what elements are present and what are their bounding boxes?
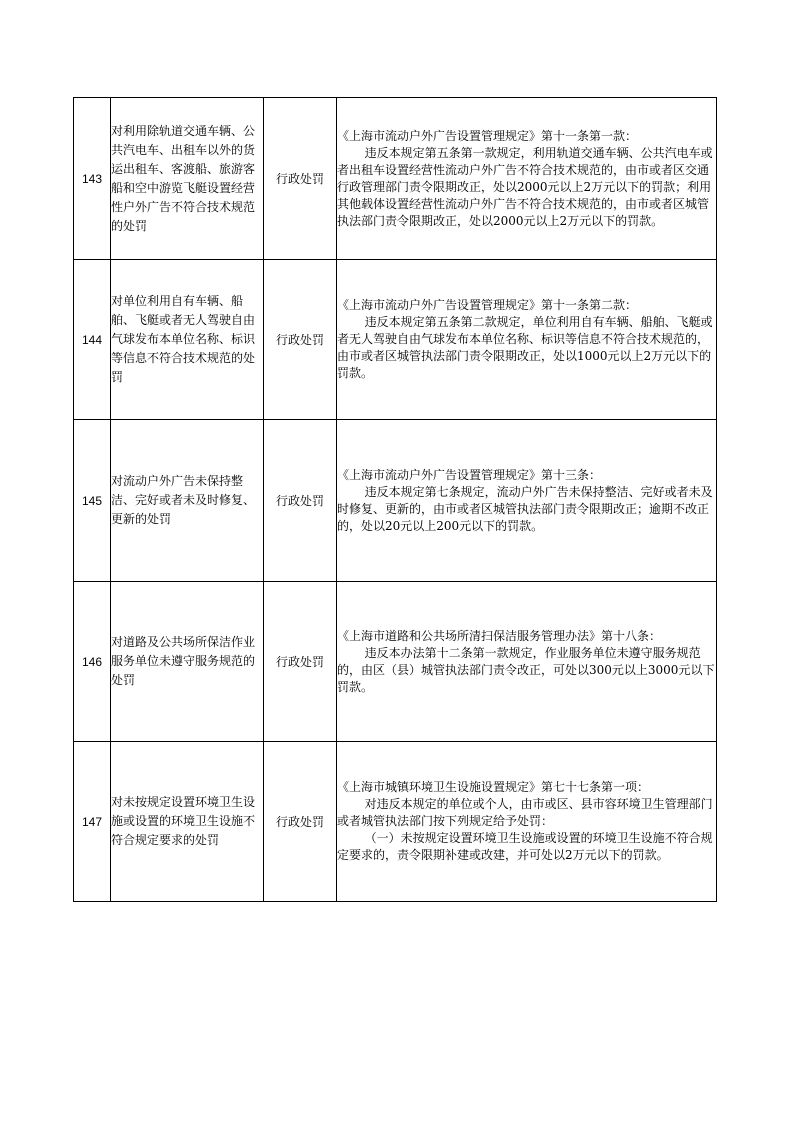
legal-basis: [337, 260, 717, 420]
table-row: [74, 420, 717, 582]
legal-basis: [337, 582, 717, 742]
item-type: 行政处罚: [264, 98, 337, 260]
item-name: 对未按规定设置环境卫生设施或设置的环境卫生设施不符合规定要求的处罚: [111, 742, 264, 902]
row-number: 145: [74, 420, 111, 582]
legal-basis: [337, 420, 717, 582]
legal-basis: [337, 98, 717, 260]
basis-title: 《上海市城镇环境卫生设施设置规定》第七十七条第一项：: [337, 780, 650, 794]
basis-paragraph: 对违反本规定的单位或个人，由市或区、县市容环境卫生管理部门或者城管执法部门按下列规定给予处罚：: [337, 797, 713, 828]
row-number: 143: [74, 98, 111, 260]
item-name: 对利用除轨道交通车辆、公共汽电车、出租车以外的货运出租车、客渡船、旅游客船和空中游览飞艇设置经营性户外广告不符合技术规范的处罚: [111, 98, 264, 260]
basis-paragraph: 违反本规定第五条第二款规定，单位利用自有车辆、船舶、飞艇或者无人驾驶自由气球发布本单位名称、标识等信息不符合技术规范的，由市或者区城管执法部门责令限期改正，处以1000元以上2万元以下的罚款。: [337, 315, 713, 380]
item-name: 对道路及公共场所保洁作业服务单位未遵守服务规范的处罚: [111, 582, 264, 742]
basis-title: 《上海市流动户外广告设置管理规定》第十三条：: [337, 467, 602, 482]
basis-paragraph: 违反本规定第七条规定，流动户外广告未保持整洁、完好或者未及时修复、更新的，由市或者区城管执法部门责令限期改正；逾期不改正的，处以20元以上200元以下的罚款。: [337, 484, 713, 533]
item-type: 行政处罚: [264, 582, 337, 742]
row-number: 144: [74, 260, 111, 420]
row-number: 146: [74, 582, 111, 742]
table-row: [74, 742, 717, 902]
basis-paragraph: 违反本办法第十二条第一款规定，作业服务单位未遵守服务规范的，由区（县）城管执法部门责令改正，可处以300元以上3000元以下罚款。: [337, 645, 715, 694]
item-type: 行政处罚: [264, 260, 337, 420]
legal-basis: [337, 742, 717, 902]
item-type: 行政处罚: [264, 420, 337, 582]
basis-title: 《上海市道路和公共场所清扫保洁服务管理办法》第十八条：: [337, 628, 662, 643]
table-row: [74, 260, 717, 420]
item-name: 对单位利用自有车辆、船舶、飞艇或者无人驾驶自由气球发布本单位名称、标识等信息不符合技术规范的处罚: [111, 260, 264, 420]
table-row: [74, 582, 717, 742]
basis-paragraph: （一）未按规定设置环境卫生设施或设置的环境卫生设施不符合规定要求的，责令限期补建或改建，并可处以2万元以下的罚款。: [337, 831, 713, 862]
basis-paragraph: 违反本规定第五条第一款规定，利用轨道交通车辆、公共汽电车或者出租车设置经营性流动户外广告不符合技术规范的，由市或者区交通行政管理部门责令限期改正，处以2000元以上2万元以下的罚款；利用其他载体设置经营性流动户外广告不符合技术规范的，由市或者区城管执法部门责令限期改正，处以2000元以上2万元以下的罚款。: [337, 145, 713, 228]
basis-title: 《上海市流动户外广告设置管理规定》第十一条第二款：: [337, 298, 638, 312]
penalty-table: [73, 97, 717, 902]
basis-title: 《上海市流动户外广告设置管理规定》第十一条第一款：: [337, 128, 638, 143]
item-type: 行政处罚: [264, 742, 337, 902]
row-number: 147: [74, 742, 111, 902]
item-name: 对流动户外广告未保持整洁、完好或者未及时修复、更新的处罚: [111, 420, 264, 582]
table-row: [74, 98, 717, 260]
